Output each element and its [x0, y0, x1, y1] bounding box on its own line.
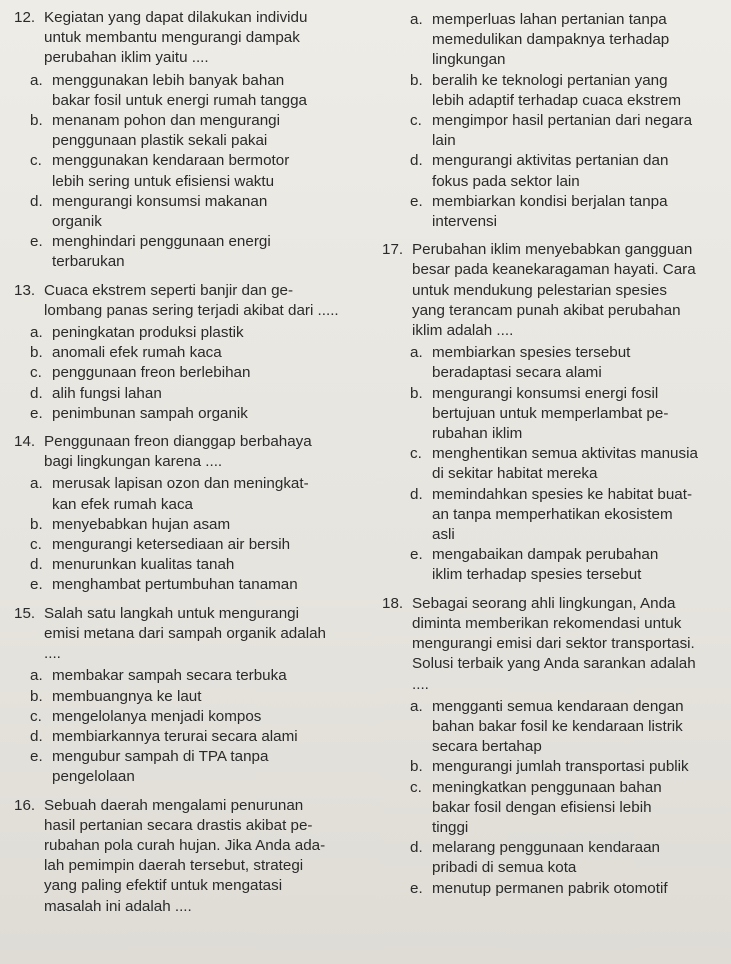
answer-option[interactable] [382, 778, 722, 839]
answer-option[interactable] [14, 555, 376, 575]
option-letter: a. [30, 71, 43, 89]
question-text-line: diminta memberikan rekomendasi untuk [412, 614, 682, 632]
option-letter: b. [410, 384, 423, 402]
question-text [412, 240, 722, 341]
option-text-line: di sekitar habitat mereka [432, 465, 598, 483]
question-block [14, 604, 376, 788]
option-letter: c. [30, 152, 42, 170]
question-text-line: Cuaca ekstrem seperti banjir dan ge- [44, 281, 294, 299]
option-text [52, 192, 376, 232]
option-text [432, 10, 722, 71]
option-text-line: lebih sering untuk efisiensi waktu [52, 172, 275, 190]
answer-option[interactable] [14, 575, 376, 595]
option-text-line: lebih adaptif terhadap cuaca ekstrem [432, 91, 682, 109]
question-number: 17. [382, 241, 404, 259]
option-letter: e. [30, 404, 43, 422]
question-text-line: emisi metana dari sampah organik adalah [44, 624, 326, 642]
question-text-line: Sebagai seorang ahli lingkungan, Anda [412, 594, 676, 612]
question-stem [14, 432, 376, 472]
answer-option[interactable] [14, 192, 376, 232]
option-letter: a. [30, 324, 43, 342]
question-text-line: untuk mendukung pelestarian spesies [412, 281, 667, 299]
option-letter: a. [410, 11, 423, 28]
question-block [14, 8, 376, 273]
option-letter: c. [410, 778, 422, 796]
question-block [14, 432, 376, 596]
question-text-line: Solusi terbaik yang Anda sarankan adalah [412, 655, 696, 673]
question-text-line: Sebuah daerah mengalami penurunan [44, 796, 304, 814]
option-letter: a. [30, 667, 43, 685]
question-number: 18. [382, 594, 404, 612]
option-text [432, 757, 722, 777]
question-text-line: yang paling efektif untuk mengatasi [44, 877, 283, 895]
option-letter: d. [410, 152, 423, 170]
option-text-line: mengurangi ketersediaan air bersih [52, 536, 291, 554]
option-text-line: membuangnya ke laut [52, 687, 202, 705]
option-letter: d. [30, 192, 43, 210]
option-text-line: menggunakan kendaraan bermotor [52, 152, 290, 170]
answer-option[interactable] [14, 71, 376, 111]
answer-options [14, 71, 376, 273]
option-text-line: beradaptasi secara alami [432, 364, 602, 382]
question-text-line: Perubahan iklim menyebabkan gangguan [412, 241, 693, 259]
option-text [52, 474, 376, 514]
option-text-line: mengurangi konsumsi makanan [52, 192, 268, 210]
option-text-line: menyebabkan hujan asam [52, 515, 231, 533]
option-text-line: mengurangi jumlah transportasi publik [432, 758, 689, 776]
option-text-line: secara bertahap [432, 738, 542, 756]
option-text-line: mengubur sampah di TPA tanpa [52, 748, 269, 766]
answer-option[interactable] [14, 747, 376, 787]
option-text [52, 111, 376, 151]
option-text-line: menanam pohon dan mengurangi [52, 112, 280, 130]
question-block [382, 10, 722, 232]
answer-option[interactable] [382, 545, 722, 585]
question-text-line: bagi lingkungan karena .... [44, 453, 223, 471]
option-text-line: menghentikan semua aktivitas manusia [432, 445, 698, 463]
answer-option[interactable] [14, 535, 376, 555]
option-text-line: lain [432, 132, 456, 150]
question-number: 16. [14, 796, 36, 814]
option-text-line: terbarukan [52, 253, 125, 271]
question-text-line: lombang panas sering terjadi akibat dari ..... [44, 301, 339, 319]
option-text-line: merusak lapisan ozon dan meningkat- [52, 475, 309, 493]
option-text-line: meningkatkan penggunaan bahan [432, 778, 662, 796]
option-text-line: organik [52, 213, 102, 231]
option-letter: e. [410, 879, 423, 897]
option-text-line: iklim terhadap spesies tersebut [432, 566, 642, 584]
option-text [52, 535, 376, 555]
question-text [44, 432, 376, 472]
option-text [52, 343, 376, 363]
option-text-line: mengelolanya menjadi kompos [52, 707, 262, 725]
option-text-line: memindahkan spesies ke habitat buat- [432, 485, 693, 503]
answer-option[interactable] [14, 666, 376, 686]
question-text-line: .... [44, 645, 61, 663]
question-stem [382, 594, 722, 695]
option-text [432, 778, 722, 839]
option-letter: b. [30, 112, 43, 130]
option-letter: d. [30, 384, 43, 402]
option-letter: d. [30, 727, 43, 745]
answer-option[interactable] [14, 727, 376, 747]
question-number: 12. [14, 9, 36, 26]
option-text-line: penimbunan sampah organik [52, 404, 248, 422]
answer-option[interactable] [382, 343, 722, 383]
option-letter: d. [410, 485, 423, 503]
option-text [432, 545, 722, 585]
option-letter: e. [30, 576, 43, 594]
answer-option[interactable] [382, 485, 722, 546]
question-stem [14, 604, 376, 665]
option-text-line: bertujuan untuk memperlambat pe- [432, 404, 669, 422]
answer-option[interactable] [14, 707, 376, 727]
question-number: 14. [14, 433, 36, 451]
answer-options [14, 666, 376, 787]
answer-option[interactable] [382, 444, 722, 484]
option-letter: b. [410, 758, 423, 776]
answer-options [382, 10, 722, 232]
question-stem [14, 796, 376, 917]
answer-option[interactable] [382, 192, 722, 232]
answer-option[interactable] [14, 232, 376, 272]
option-text-line: memedulikan dampaknya terhadap [432, 31, 670, 49]
answer-option[interactable] [382, 757, 722, 777]
answer-option[interactable] [14, 343, 376, 363]
question-block [382, 240, 722, 585]
option-letter: e. [30, 233, 43, 251]
answer-option[interactable] [14, 151, 376, 191]
option-text-line: memperluas lahan pertanian tanpa [432, 11, 667, 28]
option-text-line: bahan bakar fosil ke kendaraan listrik [432, 717, 683, 735]
option-letter: c. [410, 445, 422, 463]
option-letter: a. [410, 344, 423, 362]
option-text [52, 707, 376, 727]
option-letter: e. [30, 748, 43, 766]
question-text-line: rubahan pola curah hujan. Jika Anda ada- [44, 836, 326, 854]
option-text-line: pribadi di semua kota [432, 859, 577, 877]
option-text [432, 151, 722, 191]
option-text-line: membiarkan spesies tersebut [432, 344, 631, 362]
question-text [44, 604, 376, 665]
option-text [432, 384, 722, 445]
answer-option[interactable] [14, 323, 376, 343]
answer-options [14, 474, 376, 595]
question-stem [14, 8, 376, 69]
question-text [412, 594, 722, 695]
option-letter: a. [410, 697, 423, 715]
option-text-line: penggunaan plastik sekali pakai [52, 132, 268, 150]
answer-option[interactable] [14, 363, 376, 383]
question-block [14, 281, 376, 424]
option-text-line: mengurangi aktivitas pertanian dan [432, 152, 669, 170]
option-text [432, 485, 722, 546]
option-text [52, 727, 376, 747]
option-letter: b. [30, 515, 43, 533]
option-text-line: membakar sampah secara terbuka [52, 667, 287, 685]
option-letter: c. [30, 707, 42, 725]
answer-options [382, 343, 722, 585]
option-letter: b. [30, 344, 43, 362]
option-letter: b. [30, 687, 43, 705]
option-text [52, 363, 376, 383]
option-letter: c. [410, 112, 422, 130]
answer-option[interactable] [14, 515, 376, 535]
question-text-line: besar pada keanekaragaman hayati. Cara [412, 261, 696, 279]
option-text-line: melarang penggunaan kendaraan [432, 839, 660, 857]
option-letter: d. [410, 839, 423, 857]
question-text-line: yang terancam punah akibat perubahan [412, 301, 681, 319]
question-text-line: iklim adalah .... [412, 322, 514, 340]
option-text [432, 343, 722, 383]
option-text [52, 71, 376, 111]
option-text [52, 384, 376, 404]
answer-options [14, 323, 376, 424]
question-text [44, 8, 376, 69]
option-letter: d. [30, 556, 43, 574]
answer-option[interactable] [382, 697, 722, 758]
option-letter: c. [30, 364, 42, 382]
answer-option[interactable] [14, 474, 376, 514]
question-text [44, 796, 376, 917]
option-text-line: beralih ke teknologi pertanian yang [432, 71, 668, 89]
answer-option[interactable] [382, 10, 722, 71]
question-number: 15. [14, 604, 36, 622]
answer-option[interactable] [382, 384, 722, 445]
question-text-line: Salah satu langkah untuk mengurangi [44, 604, 299, 622]
option-text-line: asli [432, 526, 455, 544]
option-text-line: tinggi [432, 818, 469, 836]
option-text-line: menurunkan kualitas tanah [52, 556, 235, 574]
question-text-line: untuk membantu mengurangi dampak [44, 29, 300, 47]
answer-option[interactable] [14, 687, 376, 707]
option-text-line: bakar fosil dengan efisiensi lebih [432, 798, 652, 816]
left-column [14, 8, 376, 925]
question-text-line: hasil pertanian secara drastis akibat pe- [44, 816, 313, 834]
question-block [382, 594, 722, 899]
option-text-line: peningkatan produksi plastik [52, 324, 244, 342]
answer-option[interactable] [382, 879, 722, 899]
option-text [52, 323, 376, 343]
option-letter: c. [30, 536, 42, 554]
answer-option[interactable] [382, 838, 722, 878]
answer-option[interactable] [382, 151, 722, 191]
answer-option[interactable] [14, 111, 376, 151]
option-letter: a. [30, 475, 43, 493]
option-letter: e. [410, 546, 423, 564]
option-text [432, 111, 722, 151]
option-text [52, 687, 376, 707]
option-text-line: rubahan iklim [432, 425, 523, 443]
option-text-line: bakar fosil untuk energi rumah tangga [52, 91, 307, 109]
question-block [14, 796, 376, 917]
question-text-line: Penggunaan freon dianggap berbahaya [44, 433, 312, 451]
question-text [44, 281, 376, 321]
option-text [52, 666, 376, 686]
answer-option[interactable] [382, 111, 722, 151]
option-text [432, 71, 722, 111]
answer-options [382, 697, 722, 899]
option-text-line: kan efek rumah kaca [52, 495, 193, 513]
answer-option[interactable] [14, 384, 376, 404]
option-text [52, 515, 376, 535]
option-text-line: mengganti semua kendaraan dengan [432, 697, 684, 715]
option-text [52, 747, 376, 787]
option-text-line: alih fungsi lahan [52, 384, 162, 402]
question-text-line: perubahan iklim yaitu .... [44, 49, 209, 67]
option-text [432, 697, 722, 758]
option-text-line: menghindari penggunaan energi [52, 233, 271, 251]
question-text-line: mengurangi emisi dari sektor transportasi. [412, 635, 695, 653]
question-stem [382, 240, 722, 341]
option-text-line: mengimpor hasil pertanian dari negara [432, 112, 693, 130]
option-text-line: mengabaikan dampak perubahan [432, 546, 659, 564]
question-text-line: Kegiatan yang dapat dilakukan individu [44, 9, 308, 26]
option-letter: e. [410, 192, 423, 210]
option-text-line: membiarkan kondisi berjalan tanpa [432, 192, 668, 210]
option-text-line: mengurangi konsumsi energi fosil [432, 384, 659, 402]
option-text-line: intervensi [432, 213, 497, 231]
option-text-line: membiarkannya terurai secara alami [52, 727, 298, 745]
option-text [432, 444, 722, 484]
option-text [52, 575, 376, 595]
option-text [432, 879, 722, 899]
question-text-line: .... [412, 675, 429, 693]
option-letter: b. [410, 71, 423, 89]
option-text [432, 838, 722, 878]
right-column [382, 8, 722, 907]
option-text-line: pengelolaan [52, 768, 135, 786]
option-text-line: menutup permanen pabrik otomotif [432, 879, 668, 897]
option-text-line: penggunaan freon berlebihan [52, 364, 251, 382]
option-text-line: fokus pada sektor lain [432, 172, 580, 190]
option-text-line: an tanpa memperhatikan ekosistem [432, 505, 673, 523]
option-text-line: anomali efek rumah kaca [52, 344, 222, 362]
option-text [432, 192, 722, 232]
option-text-line: menggunakan lebih banyak bahan [52, 71, 285, 89]
question-text-line: masalah ini adalah .... [44, 897, 192, 915]
option-text [52, 555, 376, 575]
question-stem [14, 281, 376, 321]
option-text [52, 404, 376, 424]
answer-option[interactable] [14, 404, 376, 424]
question-text-line: lah pemimpin daerah tersebut, strategi [44, 857, 304, 875]
question-number: 13. [14, 281, 36, 299]
option-text [52, 232, 376, 272]
answer-option[interactable] [382, 71, 722, 111]
option-text [52, 151, 376, 191]
option-text-line: lingkungan [432, 51, 506, 69]
option-text-line: menghambat pertumbuhan tanaman [52, 576, 298, 594]
